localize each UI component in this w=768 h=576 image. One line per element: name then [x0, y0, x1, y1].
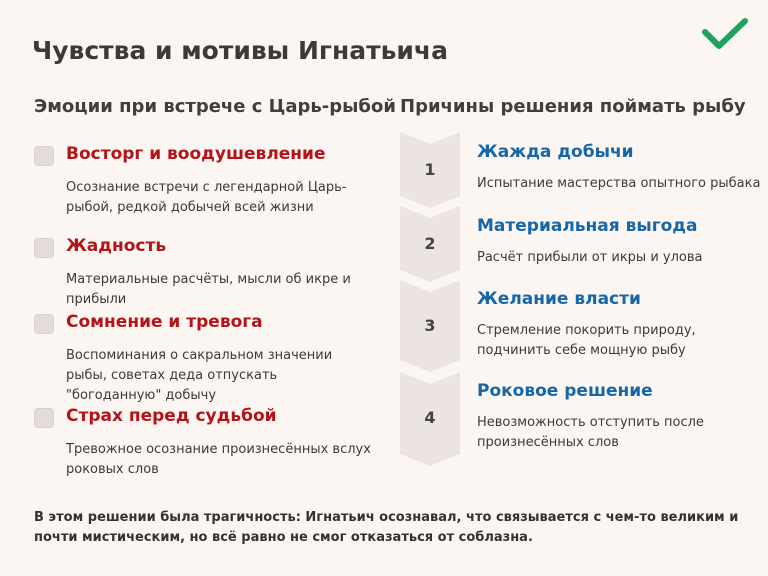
emotions-heading: Эмоции при встрече с Царь-рыбой [34, 96, 396, 117]
page-title: Чувства и мотивы Игнатьича [32, 36, 448, 65]
reason-item [477, 289, 762, 361]
emotion-description: Воспоминания о сакральном значении рыбы, советах деда отпускать "богоданную" добычу [66, 348, 333, 403]
step-number: 4 [424, 408, 436, 427]
emotion-title: Жадность [66, 236, 167, 256]
reason-title: Желание власти [477, 289, 641, 309]
step-chevron [400, 372, 460, 466]
checkbox[interactable] [34, 314, 54, 334]
reason-description: Невозможность отступить после произнесённых слов [477, 415, 704, 450]
reason-item [477, 142, 762, 194]
checkbox[interactable] [34, 146, 54, 166]
reason-title: Жажда добычи [477, 142, 634, 162]
step-number: 3 [424, 316, 436, 335]
step-number: 2 [424, 234, 436, 253]
reason-item [477, 381, 762, 453]
reason-description: Стремление покорить природу, подчинить себе мощную рыбу [477, 323, 696, 358]
conclusion-text: В этом решении была трагичность: Игнатьич осознавал, что связывается с чем-то великим и почти мистическим, но всё равно не смог отказаться от соблазна. [34, 510, 739, 545]
reason-item [477, 216, 762, 268]
checkbox[interactable] [34, 238, 54, 258]
emotion-description: Осознание встречи с легендарной Царь-рыбой, редкой добычей всей жизни [66, 180, 347, 215]
emotion-title: Восторг и воодушевление [66, 144, 326, 164]
check-icon [700, 16, 750, 52]
step-chevron [400, 206, 460, 282]
reasons-heading: Причины решения поймать рыбу [400, 96, 746, 117]
emotion-description: Тревожное осознание произнесённых вслух роковых слов [66, 442, 371, 477]
step-number: 1 [424, 160, 436, 179]
checkbox[interactable] [34, 408, 54, 428]
step-chevron [400, 280, 460, 372]
emotion-title: Сомнение и тревога [66, 312, 263, 332]
reason-title: Роковое решение [477, 381, 653, 401]
emotion-description: Материальные расчёты, мысли об икре и прибыли [66, 272, 351, 307]
reason-title: Материальная выгода [477, 216, 698, 236]
reason-description: Расчёт прибыли от икры и улова [477, 250, 703, 265]
step-chevron [400, 132, 460, 208]
emotion-title: Страх перед судьбой [66, 406, 277, 426]
reason-description: Испытание мастерства опытного рыбака [477, 176, 761, 191]
